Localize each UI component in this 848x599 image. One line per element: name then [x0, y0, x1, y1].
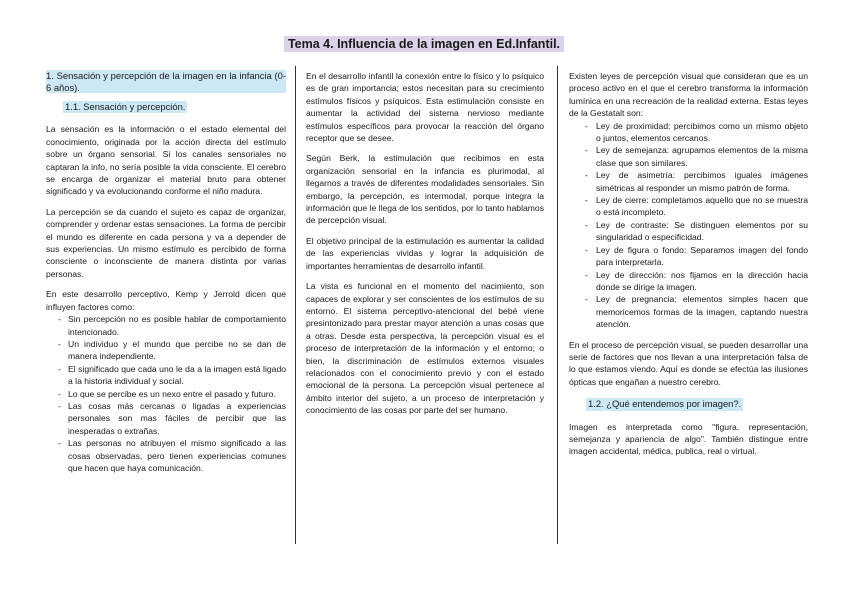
paragraph-leyes-intro: Existen leyes de percepción visual que consideran que es un proceso activo en el que el cerebro transforma la información lumínica en una recreación de la realidad externa. Estas leyes de la Gestatalt son:	[569, 71, 808, 119]
paragraph-ilusiones: En el proceso de percepción visual, se pueden desarrollar una serie de factores que nos llevan a una interpretación falsa de lo que estamos viendo. Aquí es donde se efectúa las ilusiones ópticas que engañan a nuestro cerebro.	[569, 339, 808, 387]
paragraph-percepcion: La percepción se da cuando el sujeto es capaz de organizar, comprender y ordenar estas sensaciones. La forma de percibir el mundo es diferente en cada persona y va a depender de sus experiencias. Un mismo estímulo es percibido de forma consciente o inconsciente de manera distinta por varias personas.	[46, 206, 286, 279]
list-item: - Ley de pregnancia: elementos simples hacen que memoricemos formas de la imagen, captando nuestra atención.	[569, 293, 808, 330]
gestalt-laws-list	[569, 120, 808, 331]
list-item: - Ley de proximidad: percibimos como un mismo objeto o juntos, elementos cercanos.	[569, 120, 808, 145]
subsection-heading-1-1: 1.1. Sensación y percepción.	[65, 101, 186, 112]
column-2	[306, 70, 544, 425]
list-item: - Sin percepción no es posible hablar de comportamiento intencionado.	[46, 313, 286, 338]
column-1	[46, 70, 286, 482]
column-3	[569, 70, 808, 466]
list-item: - El significado que cada uno le da a la imagen está ligado a la historia individual y social.	[46, 363, 286, 388]
column-divider-1	[295, 66, 296, 544]
paragraph-factores-intro: En este desarrollo perceptivo, Kemp y Jerrold dicen que influyen factores como:	[46, 289, 286, 312]
list-item: - Ley de cierre: completamos aquello que no se muestra o está incompleto.	[569, 194, 808, 219]
column-divider-2	[557, 66, 558, 544]
paragraph-imagen: Imagen es interpretada como "figura, representación, semejanza y apariencia de algo". También distingue entre imagen accidental, médica, publica, real o virtual.	[569, 421, 808, 457]
factors-list	[46, 313, 286, 474]
section-heading-1: 1. Sensación y percepción de la imagen en la infancia (0-6 años).	[46, 70, 286, 93]
paragraph-berk: Según Berk, la estimulación que recibimos en esta organización sensorial en la infancia es plurimodal, al llegarnos a través de diferentes modalidades sensoriales. Sin embargo, la percepción, es intermodal, porque integra la información que le llega de los sentidos, por lo tanto hablamos de percepción visual.	[306, 153, 544, 226]
list-item: - Ley de asimetría: percibimos iguales imágenes simétricas al responder un mismo patrón de forma.	[569, 169, 808, 194]
list-item: - Un individuo y el mundo que percibe no se dan de manera independiente.	[46, 338, 286, 363]
list-item: - Lo que se percibe es un nexo entre el pasado y futuro.	[46, 388, 286, 400]
paragraph-sensacion: La sensación es la información o el estado elemental del conocimiento, originada por la acción directa del estímulo sobre un órgano sensorial. Si los canales sensoriales no captaran la info, no sería posible la vida consciente. El cerebro se encarga de organizar el material bruto para obtener significado y va evolucionando conforme el niño madura.	[46, 124, 286, 197]
list-item: - Ley de dirección: nos fijamos en la dirección hacia donde se dirige la imagen.	[569, 269, 808, 294]
list-item: - Las cosas más cercanas o ligadas a experiencias personales son mas fáciles de percibir que las inesperadas o extrañas.	[46, 400, 286, 437]
list-item: - Ley de semejanza: agrupamos elementos de la misma clase que son similares.	[569, 144, 808, 169]
paragraph-desarrollo: En el desarrollo infantil la conexión entre lo físico y lo psíquico es de gran importancia; estos necesitan para su crecimiento estímulos físicos y psíquicos. Esta estimulación consiste en aumentar la actividad del sistema nervioso mediante estímulos específicos para provocar la reacción del órgano receptor que se desee.	[306, 71, 544, 144]
list-item: - Las personas no atribuyen el mismo significado a las cosas observadas, pero tienen experiencias comunes que hacen que haya comunicación.	[46, 437, 286, 474]
title-text: Tema 4. Influencia de la imagen en Ed.Infantil.	[284, 36, 564, 52]
list-item: - Ley de figura o fondo: Separamos imagen del fondo para interpretarla.	[569, 244, 808, 269]
subsection-heading-1-2: 1.2. ¿Qué entendemos por imagen?.	[588, 398, 742, 410]
paragraph-vista: La vista es funcional en el momento del nacimiento, son capaces de explorar y ser conscientes de los estímulos de su entorno. El sistema perceptivo-atencional del bebé viene presintonizado para prestar mayor atención a unas cosas que a otras. Desde esta perspectiva, la percepción visual es el proceso de interpretación de la información y el entorno; o bien, la discriminación de estímulos externos visuales relacionados con el conocimiento previo y con el estado emocional de la persona. La percepción visual pertenece al ámbito interior del sujeto, a un proceso de interpretación y conocimiento de las cosas por parte del ser humano.	[306, 281, 544, 416]
paragraph-objetivo: El objetivo principal de la estimulación es aumentar la calidad de las experiencias vividas y lograr la adquisición de importantes herramientas de desarrollo infantil.	[306, 235, 544, 271]
document-title	[0, 35, 848, 53]
list-item: - Ley de contraste: Se distinguen elementos por su singularidad o especificidad.	[569, 219, 808, 244]
